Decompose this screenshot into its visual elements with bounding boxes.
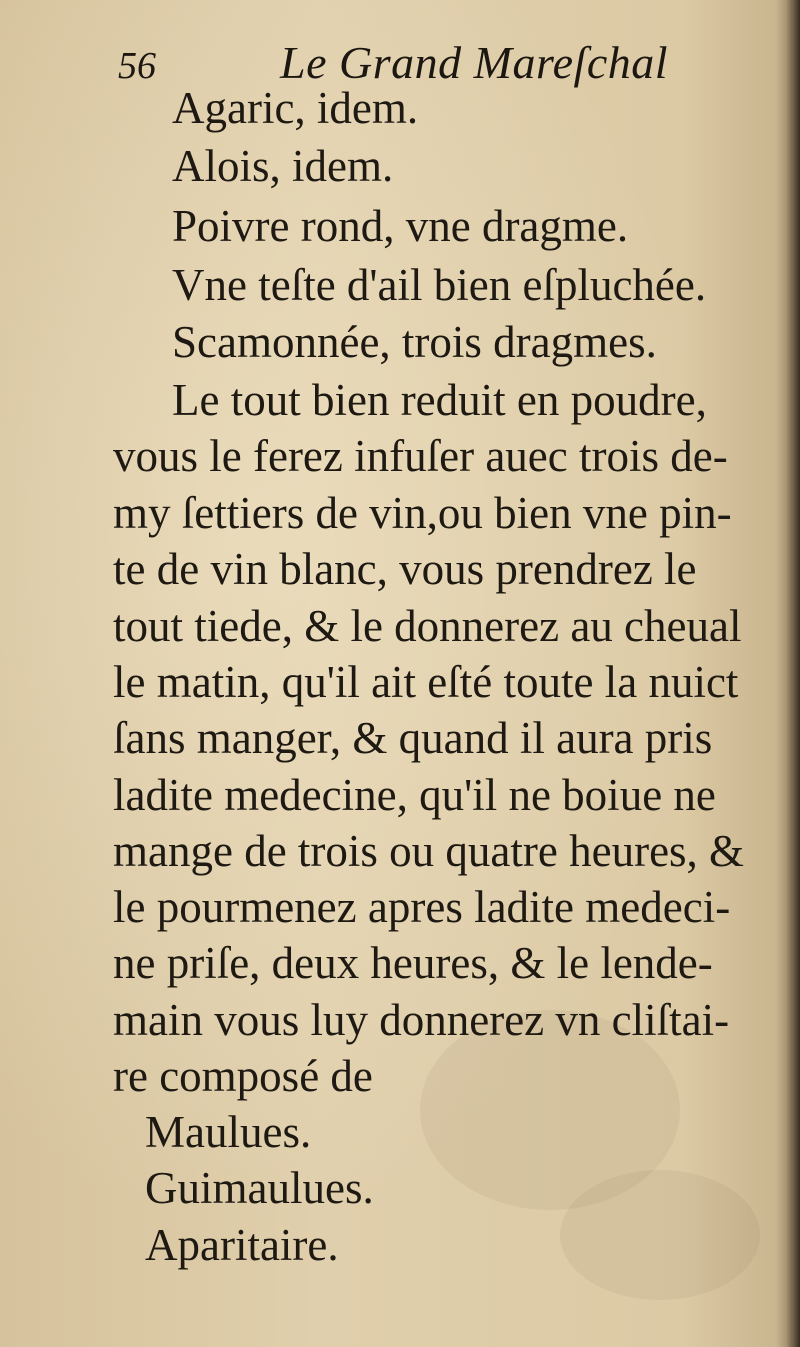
page-number: 56	[118, 45, 156, 87]
binding-gutter	[786, 0, 800, 1347]
text-line: le pourmenez apres ladite medeci-	[113, 882, 731, 932]
text-line: le matin, qu'il ait eſté toute la nuict	[113, 657, 739, 707]
text-line: Scamonnée, trois dragmes.	[172, 317, 657, 367]
text-line: te de vin blanc, vous prendrez le	[113, 544, 697, 594]
text-line: Guimaulues.	[145, 1163, 374, 1213]
show-through-stain	[560, 1170, 760, 1300]
text-line: re composé de	[113, 1051, 373, 1101]
text-line: tout tiede, & le donnerez au cheual	[113, 601, 742, 651]
text-line: main vous luy donnerez vn cliſtai-	[113, 995, 730, 1045]
text-line: Agaric, idem.	[172, 83, 419, 133]
text-line: Maulues.	[145, 1107, 312, 1157]
text-line: Aparitaire.	[145, 1220, 339, 1270]
text-line: vous le ferez infuſer auec trois de-	[113, 431, 728, 481]
text-line: ſans manger, & quand il aura pris	[113, 713, 713, 763]
running-head: Le Grand Mareſchal	[280, 37, 669, 88]
text-line: mange de trois ou quatre heures, &	[113, 826, 745, 876]
text-line: Le tout bien reduit en poudre,	[172, 375, 707, 425]
text-line: ne priſe, deux heures, & le lende-	[113, 938, 713, 988]
text-line: my ſettiers de vin,ou bien vne pin-	[113, 488, 732, 538]
text-line: Alois, idem.	[172, 141, 394, 191]
text-line: Poivre rond, vne dragme.	[172, 201, 629, 251]
page-header	[110, 30, 670, 90]
text-line: ladite medecine, qu'il ne boiue ne	[113, 770, 716, 820]
text-line: Vne teſte d'ail bien eſpluchée.	[172, 260, 707, 310]
